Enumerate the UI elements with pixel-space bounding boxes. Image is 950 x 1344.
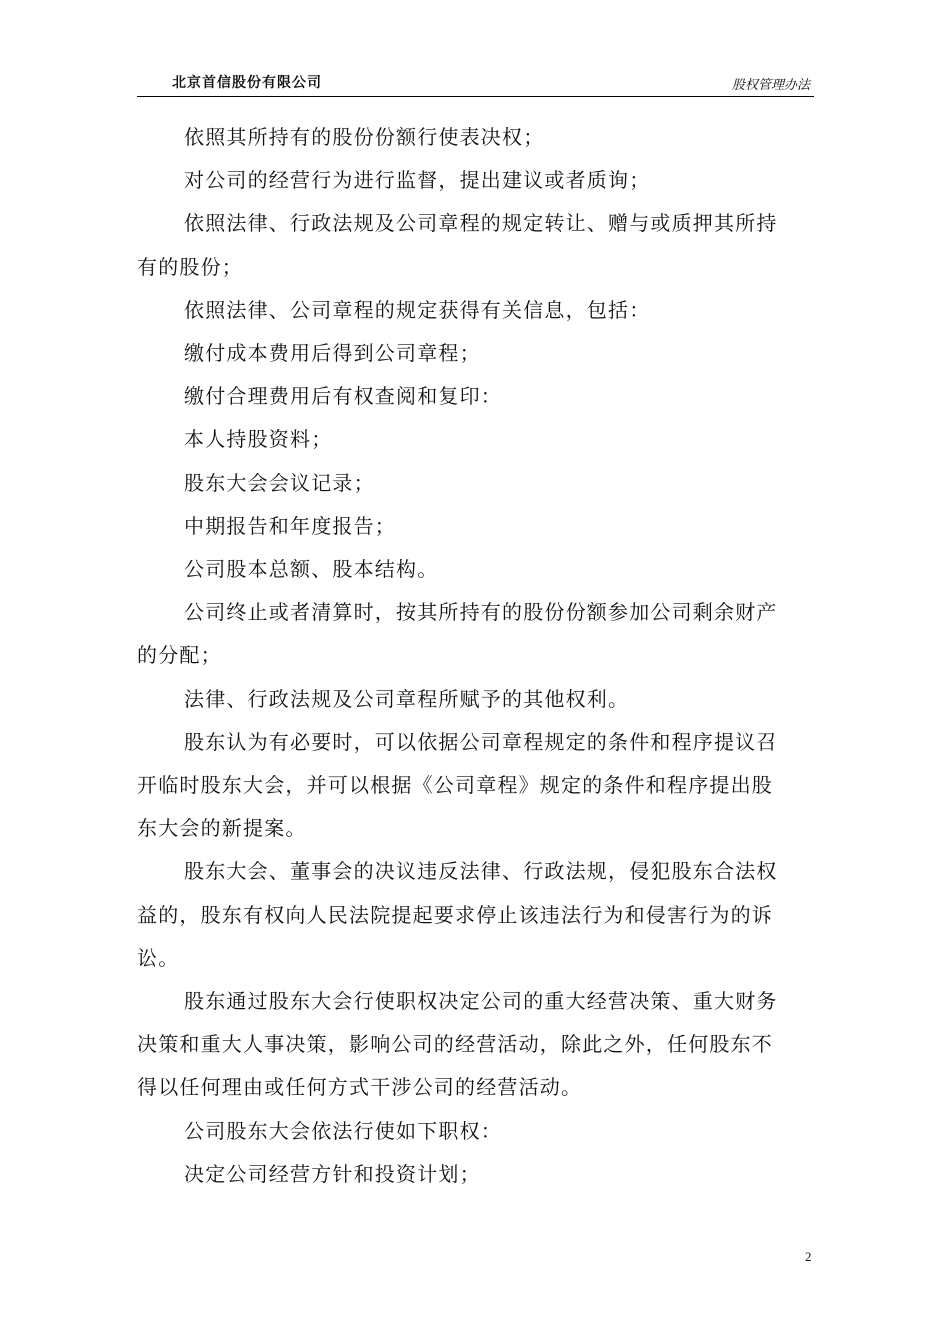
header-document-title: 股权管理办法 — [731, 78, 810, 93]
paragraph — [137, 418, 817, 461]
text-line: 依照法律、行政法规及公司章程的规定转让、赠与或质押其所持 — [184, 211, 778, 236]
paragraph — [137, 678, 817, 721]
text-line: 依照其所持有的股份份额行使表决权； — [184, 125, 545, 149]
paragraph — [137, 116, 817, 159]
document-body — [137, 116, 817, 1196]
paragraph — [137, 462, 817, 505]
text-line: 股东大会会议记录； — [184, 470, 375, 495]
text-line: 中期报告和年度报告； — [184, 513, 396, 538]
paragraph — [137, 1153, 817, 1196]
text-line: 有的股份； — [137, 254, 243, 279]
text-line: 益的，股东有权向人民法院提起要求停止该违法行为和侵害行为的诉 — [137, 902, 773, 927]
text-line: 股东认为有必要时，可以依据公司章程规定的条件和程序提议召 — [184, 729, 778, 754]
text-line: 依照法律、公司章程的规定获得有关信息，包括： — [184, 297, 651, 322]
text-line: 的分配； — [137, 643, 222, 668]
text-line: 讼。 — [137, 945, 180, 970]
page-number: 2 — [805, 1249, 812, 1264]
paragraph — [137, 721, 817, 851]
text-line: 得以任何理由或任何方式干涉公司的经营活动。 — [137, 1075, 583, 1100]
text-line: 公司股本总额、股本结构。 — [184, 557, 439, 582]
text-line: 开临时股东大会，并可以根据《公司章程》规定的条件和程序提出股 — [137, 773, 773, 798]
text-line: 股东大会、董事会的决议违反法律、行政法规，侵犯股东合法权 — [184, 859, 778, 884]
paragraph — [137, 1110, 817, 1153]
paragraph — [137, 591, 817, 677]
paragraph — [137, 289, 817, 332]
paragraph — [137, 980, 817, 1110]
text-line: 公司股东大会依法行使如下职权： — [184, 1118, 502, 1143]
text-line: 决定公司经营方针和投资计划； — [184, 1161, 481, 1186]
text-line: 东大会的新提案。 — [137, 816, 307, 841]
paragraph — [137, 850, 817, 980]
paragraph — [137, 332, 817, 375]
text-line: 本人持股资料； — [184, 427, 333, 452]
paragraph — [137, 202, 817, 288]
text-line: 对公司的经营行为进行监督，提出建议或者质询； — [184, 168, 651, 193]
text-line: 公司终止或者清算时，按其所持有的股份份额参加公司剩余财产 — [184, 600, 778, 625]
text-line: 股东通过股东大会行使职权决定公司的重大经营决策、重大财务 — [184, 989, 778, 1014]
text-line: 法律、行政法规及公司章程所赋予的其他权利。 — [184, 686, 630, 711]
paragraph — [137, 505, 817, 548]
paragraph — [137, 375, 817, 418]
page-header — [137, 70, 814, 97]
header-company-name: 北京首信股份有限公司 — [172, 75, 322, 91]
paragraph — [137, 548, 817, 591]
text-line: 缴付合理费用后有权查阅和复印： — [184, 384, 502, 409]
text-line: 决策和重大人事决策，影响公司的经营活动，除此之外，任何股东不 — [137, 1032, 773, 1057]
paragraph — [137, 159, 817, 202]
text-line: 缴付成本费用后得到公司章程； — [184, 341, 481, 366]
